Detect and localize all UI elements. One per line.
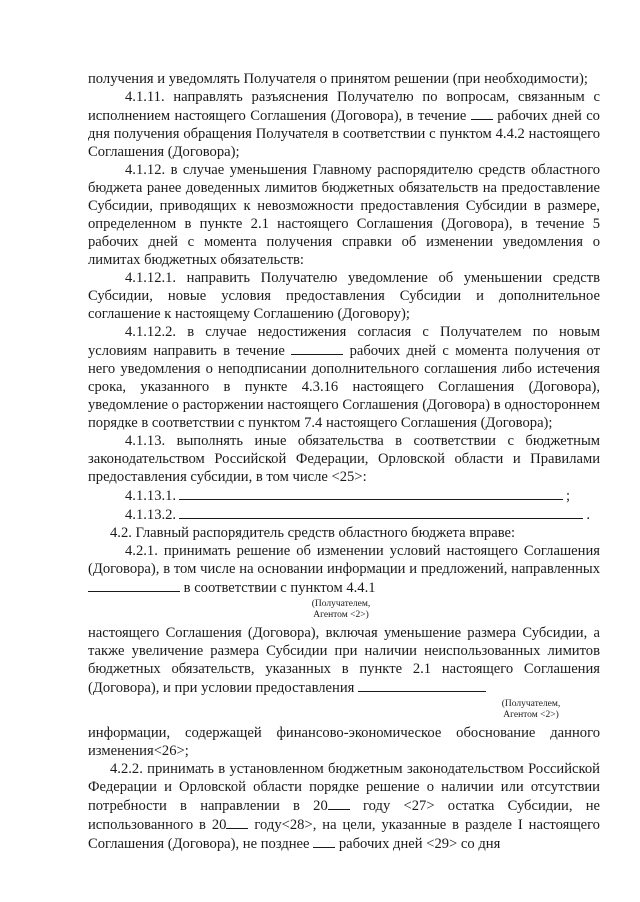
blank-line [88,578,180,592]
clause-text: году <27> остатка Субсидии, не использованного в 20 [88,798,601,833]
blank-line [226,815,248,829]
punctuation: . [586,507,590,523]
clause-text: в соответствии с пунктом 4.4.1 [183,580,376,596]
clause-4-1-12-2 [88,323,600,432]
clause-4-1-13-2 [88,505,600,524]
clause-text: 4.2.2. принимать в установленном бюджетным законодательством Российской Федерации и Орловской области порядке решение о наличии или отсутствии потребности в направлении в 20 [88,761,600,814]
clause-text: рабочих дней <29> со дня [338,836,501,852]
blank-line [179,486,563,500]
clause-4-1-13-1 [88,486,600,505]
blank-line [471,106,493,120]
footnote-recipient-agent-2 [480,699,582,721]
clause-text: 4.1.12.1. направить Получателю уведомление об уменьшении средств Субсидии, новые условия предоставления Субсидии и дополнительное соглашение к настоящему Соглашению (Договору); [88,270,600,322]
clause-4-2-2 [88,760,600,853]
clause-4-1-13 [88,432,600,486]
clause-text: рабочих дней со дня получения обращения Получателя в соответствии с пунктом 4.4.2 настоящего Соглашения (Договора); [88,108,600,160]
clause-text: 4.1.12.2. в случае недостижения согласия с Получателем по новым условиям направить в течение [88,324,600,359]
clause-4-1-11 [88,88,600,161]
clause-4-1-12 [88,161,600,269]
clause-number: 4.1.13.2. [125,507,177,523]
footnote-recipient-agent [293,599,389,621]
clause-4-1-12-1 [88,269,600,323]
clause-text: году<28>, на цели, указанные в разделе I настоящего Соглашения (Договора), не позднее [88,817,600,852]
clause-4-2-1 [88,542,600,597]
note-line: (Получателем, [311,599,371,609]
blank-line [313,834,335,848]
document-page [88,70,600,853]
clause-text: 4.2.1. принимать решение об изменении условий настоящего Соглашения (Договора), в том числе на основании информации и предложений, направленных [88,543,600,577]
clause-text: 4.1.12. в случае уменьшения Главному распорядителю средств областного бюджета ранее доведенных лимитов бюджетных обязательств на предоставление Субсидии, приводящих к невозможности предоставления Субсидии в размере, определенном в пункте 2.1 настоящего Соглашения (Договора), в течение 5 рабочих дней с момента получения справки об изменении уведомления о лимитах бюджетных обязательств: [88,162,600,268]
clause-text: информации, содержащей финансово-экономическое обоснование данного изменения<26>; [88,725,600,759]
blank-line [291,341,343,355]
note-line: (Получателем, [501,699,561,709]
clause-text: настоящего Соглашения (Договора), включая уменьшение размера Субсидии, а также увеличение размера Субсидии при наличии неиспользованных лимитов бюджетных обязательств, указанных в пункте 2.1 настоящего Соглашения (Договора), и при условии предоставления [88,625,600,696]
clause-text: 4.1.13. выполнять иные обязательства в соответствии с бюджетным законодательством Российской Федерации, Орловской области и Правилами предоставления субсидии, в том числе <25>: [88,433,600,485]
blank-line [358,678,486,692]
punctuation: ; [565,488,570,504]
note-line: Агентом <2>) [313,610,369,620]
clause-text: 4.2. Главный распорядитель средств областного бюджета вправе: [110,525,516,541]
clause-number: 4.1.13.1. [125,488,177,504]
clause-text: рабочих дней с момента получения от него уведомления о неподписании дополнительного соглашения либо истечения срока, указанного в пункте 4.3.16 настоящего Соглашения (Договора), уведомление о расторжении настоящего Соглашения (Договора) в одностороннем порядке в соответствии с пунктом 7.4 настоящего Соглашения (Договора); [88,343,600,431]
blank-line [328,796,350,810]
blank-line [179,505,583,519]
paragraph-continuation [88,70,600,88]
clause-4-2-1-continued [88,624,600,697]
clause-4-2-1-end [88,724,600,760]
clause-text: 4.1.11. направлять разъяснения Получателю по вопросам, связанным с исполнением настоящего Соглашения (Договора), в течение [88,89,600,124]
clause-4-2 [88,524,600,542]
note-line: Агентом <2>) [503,710,559,720]
paragraph-text: получения и уведомлять Получателя о принятом решении (при необходимости); [88,71,588,87]
